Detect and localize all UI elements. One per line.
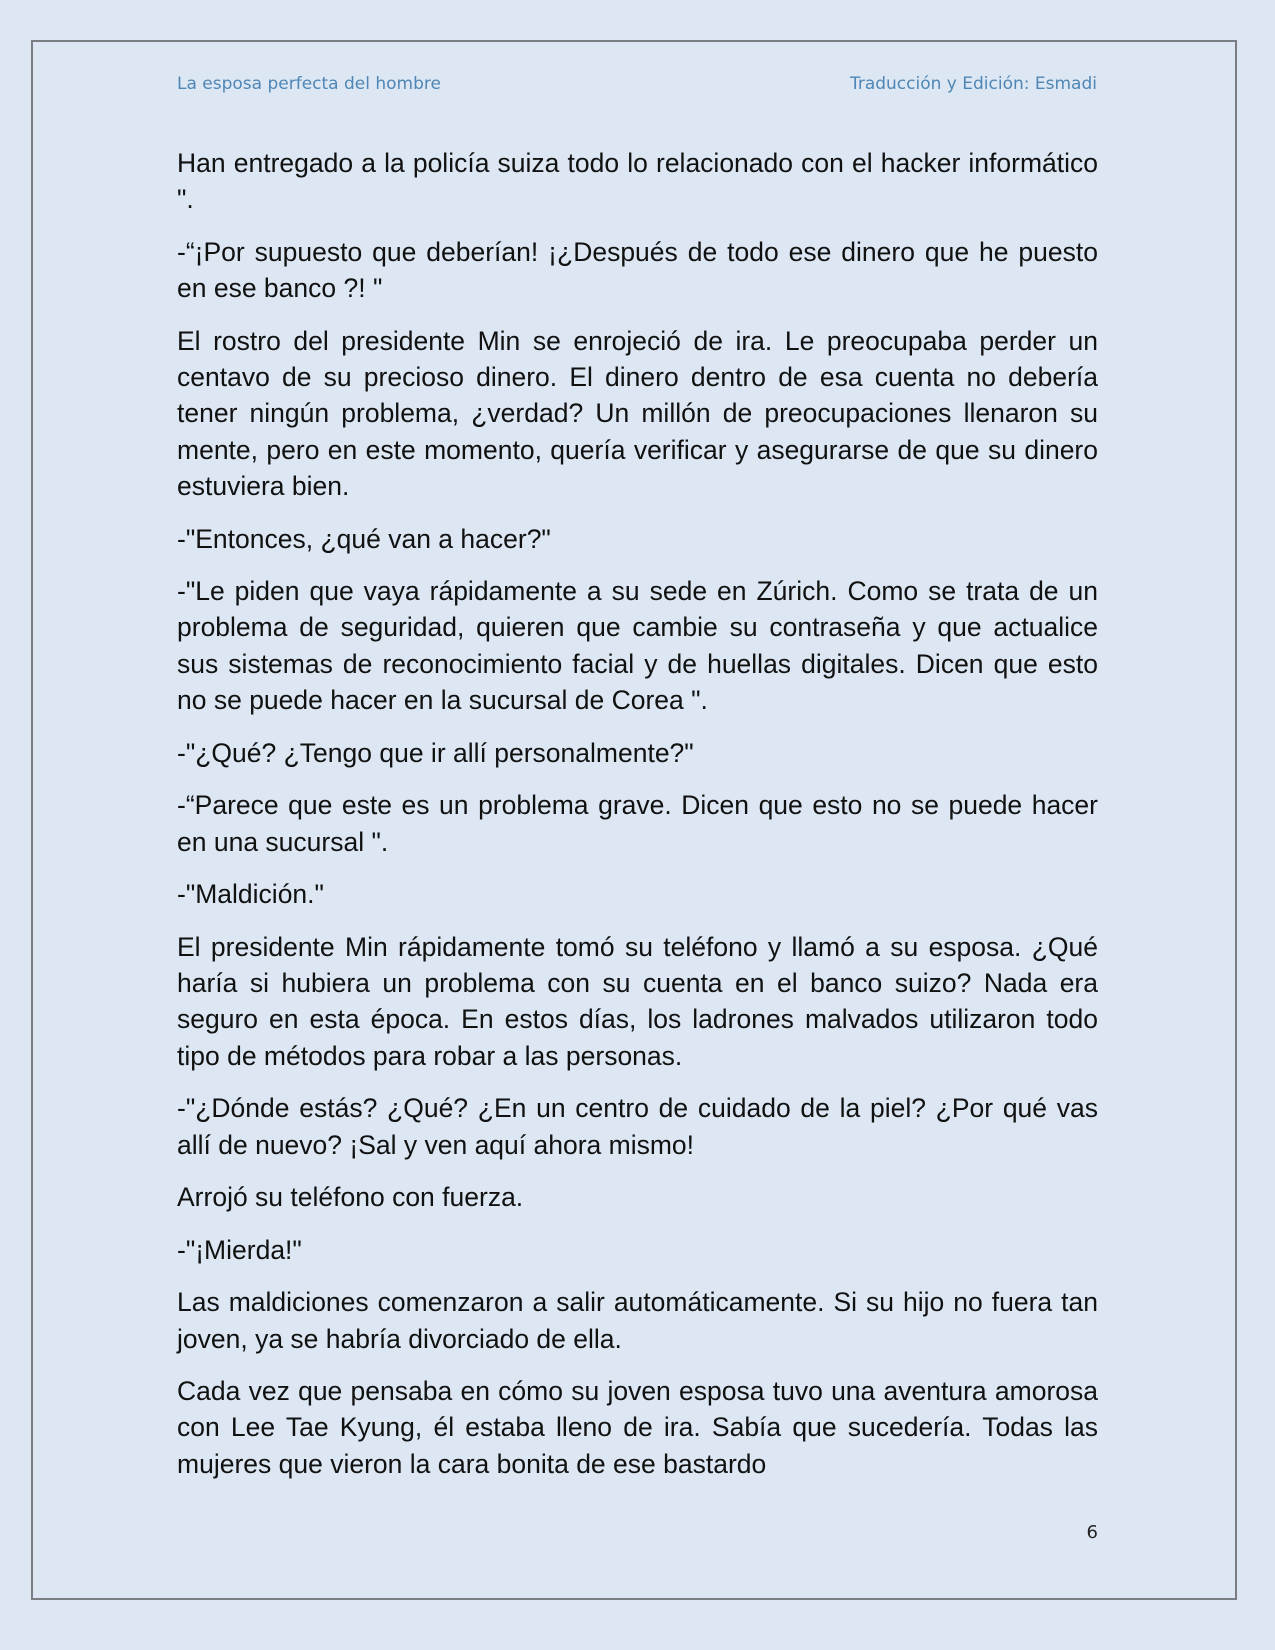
paragraph: -"Le piden que vaya rápidamente a su sede en Zúrich. Como se trata de un problema de seguridad, quieren que cambie su contraseña y que actualice sus sistemas de reconocimiento facial y de huellas digitales. Dicen que esto no se puede hacer en la sucursal de Corea ". [177, 576, 1098, 716]
paragraph: Arrojó su teléfono con fuerza. [177, 1182, 524, 1213]
body-text [177, 145, 1098, 1482]
running-header [177, 74, 1097, 100]
header-translation-credit: Traducción y Edición: Esmadi [849, 74, 1097, 94]
paragraph: Las maldiciones comenzaron a salir automáticamente. Si su hijo no fuera tan joven, ya se habría divorciado de ella. [177, 1287, 1098, 1354]
paragraph: -"¿Dónde estás? ¿Qué? ¿En un centro de cuidado de la piel? ¿Por qué vas allí de nuevo? ¡Sal y ven aquí ahora mismo! [177, 1093, 1098, 1160]
header-book-title: La esposa perfecta del hombre [177, 74, 441, 94]
paragraph: -"Entonces, ¿qué van a hacer?" [177, 523, 551, 554]
paragraph: -“¡Por supuesto que deberían! ¡¿Después de todo ese dinero que he puesto en ese banco ?! " [177, 236, 1098, 304]
paragraph: El presidente Min rápidamente tomó su teléfono y llamó a su esposa. ¿Qué haría si hubiera un problema con su cuenta en el banco suizo? Nada era seguro en esta época. En estos días, los ladrones malvados utilizaron todo tipo de métodos para robar a las personas. [177, 931, 1098, 1071]
paragraph: -"¡Mierda!" [177, 1234, 302, 1265]
paragraph: -“Parece que este es un problema grave. Dicen que esto no se puede hacer en una sucursal ". [177, 790, 1098, 857]
paragraph: Han entregado a la policía suiza todo lo relacionado con el hacker informático ". [177, 148, 1098, 215]
page-number: 6 [1086, 1522, 1098, 1543]
paragraph: Cada vez que pensaba en cómo su joven esposa tuvo una aventura amorosa con Lee Tae Kyung, él estaba lleno de ira. Sabía que sucedería. Todas las mujeres que vieron la cara bonita de ese bastardo [177, 1376, 1098, 1479]
paragraph: -"Maldición." [177, 879, 324, 910]
paragraph: El rostro del presidente Min se enrojeció de ira. Le preocupaba perder un centavo de su precioso dinero. El dinero dentro de esa cuenta no debería tener ningún problema, ¿verdad? Un millón de preocupaciones llenaron su mente, pero en este momento, quería verificar y asegurarse de que su dinero estuviera bien. [177, 325, 1098, 501]
paragraph: -"¿Qué? ¿Tengo que ir allí personalmente?" [177, 737, 694, 768]
